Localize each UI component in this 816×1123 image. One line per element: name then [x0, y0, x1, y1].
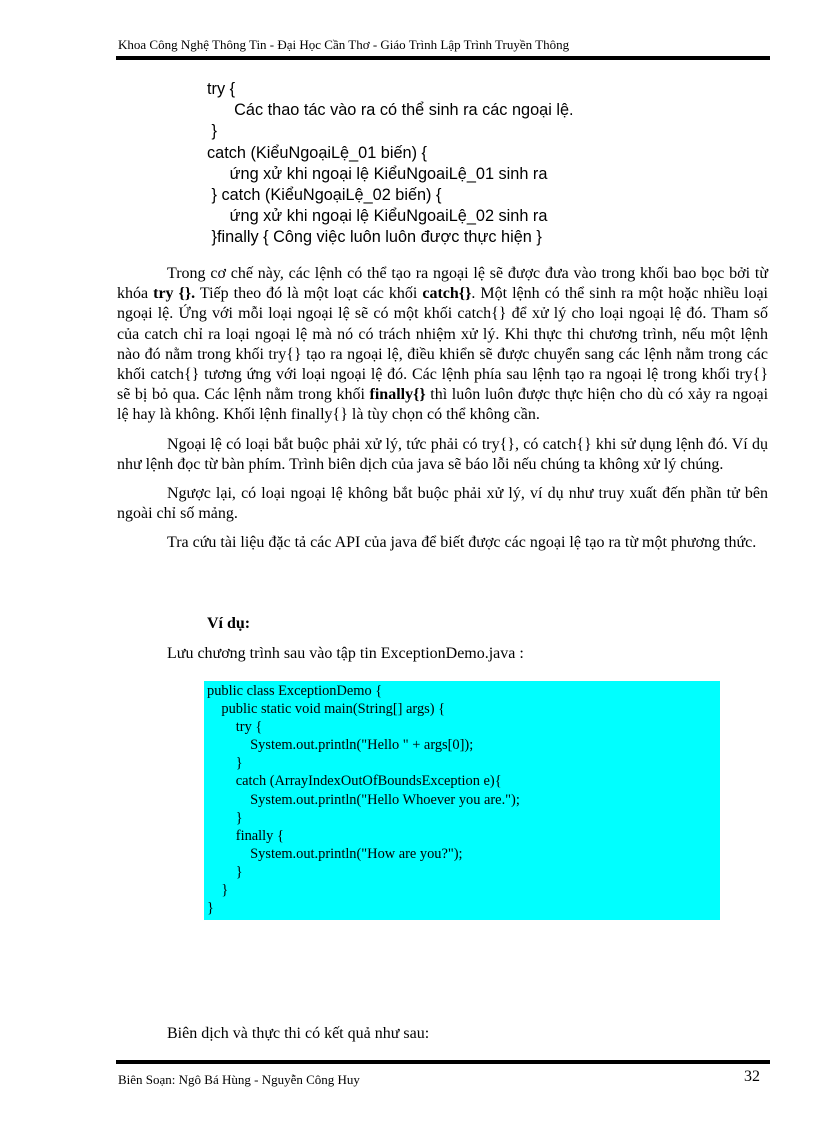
example-label: Ví dụ: [207, 615, 251, 632]
result-lead: Biên dịch và thực thi có kết quả như sau: [167, 1025, 430, 1042]
keyword-finally: finally{} [369, 386, 426, 404]
syntax-block [207, 79, 574, 249]
page-number: 32 [744, 1068, 760, 1085]
code-line: } [207, 809, 243, 826]
syntax-line: }finally { Công việc luôn luôn được thực hiện } [207, 228, 542, 247]
example-lead: Lưu chương trình sau vào tập tin ExceptionDemo.java : [167, 645, 524, 662]
keyword-catch: catch{} [422, 285, 472, 303]
syntax-line: ứng xử khi ngoại lệ KiểuNgoaiLệ_02 sinh ra [207, 207, 548, 226]
code-line: catch (ArrayIndexOutOfBoundsException e){ [207, 773, 502, 790]
syntax-line: ứng xử khi ngoại lệ KiểuNgoaiLệ_01 sinh ra [207, 164, 548, 183]
paragraph-2: Ngoại lệ có loại bắt buộc phải xử lý, tức phải có try{}, có catch{} khi sử dụng lệnh đó. Ví dụ như lệnh đọc từ bàn phím. Trình biên dịch của java sẽ báo lỗi nếu chúng ta không xử lý chúng. [117, 435, 768, 473]
code-line: } [207, 863, 243, 880]
code-line: } [207, 900, 214, 917]
code-line: System.out.println("How are you?"); [207, 845, 463, 862]
code-line: finally { [207, 827, 284, 844]
code-line: } [207, 755, 243, 772]
code-line: public static void main(String[] args) { [207, 701, 446, 718]
code-listing [204, 681, 720, 920]
syntax-line: try { [207, 80, 236, 98]
body-text [117, 264, 768, 563]
paragraph-1: Trong cơ chế này, các lệnh có thể tạo ra ngoại lệ sẽ được đưa vào trong khối bao bọc bởi từ khóa try {}. Tiếp theo đó là một loạt các khối catch{}. Một lệnh có thể sinh ra một hoặc nhiều loại ngoại lệ. Ứng với mỗi loại ngoại lệ sẽ có một khối catch{} để xử lý cho loại ngoại lệ đó. Tham số của catch chỉ ra loại ngoại lệ mà nó có trách nhiệm xử lý. Khi thực thi chương trình, nếu một lệnh nào đó nằm trong khối try{} tạo ra ngoại lệ, điều khiển sẽ được chuyển sang các lệnh nằm trong các khối catch{} tương ứng với loại ngoại lệ đó. Các lệnh phía sau lệnh tạo ra ngoại lệ trong khối try{} sẽ bị bỏ qua. Các lệnh nằm trong khối finally{} thì luôn luôn được thực hiện cho dù có xảy ra ngoại lệ hay là không. Khối lệnh finally{} là tùy chọn có thể không cần. [117, 265, 769, 424]
code-line: public class ExceptionDemo { [207, 683, 383, 699]
code-line: System.out.println("Hello Whoever you are."); [207, 791, 520, 808]
syntax-line: } catch (KiểuNgoạiLệ_02 biến) { [207, 186, 442, 205]
syntax-line: Các thao tác vào ra có thể sinh ra các ngoại lệ. [207, 101, 574, 120]
paragraph-4: Tra cứu tài liệu đặc tả các API của java để biết được các ngoại lệ tạo ra từ một phương thức. [167, 534, 757, 552]
code-line: try { [207, 719, 263, 736]
footer-rule [116, 1060, 770, 1064]
header-rule [116, 56, 770, 60]
paragraph-3: Ngược lại, có loại ngoại lệ không bắt buộc phải xử lý, ví dụ như truy xuất đến phần tử bên ngoài chỉ số mảng. [117, 485, 768, 523]
syntax-line: } [207, 122, 217, 141]
syntax-line: catch (KiểuNgoạiLệ_01 biến) { [207, 143, 427, 162]
page-header: Khoa Công Nghệ Thông Tin - Đại Học Cần Thơ - Giáo Trình Lập Trình Truyền Thông [118, 37, 570, 52]
code-line: } [207, 882, 229, 899]
footer-authors: Biên Soạn: Ngô Bá Hùng - Nguyễn Công Huy [118, 1072, 360, 1087]
keyword-try: try {}. [153, 285, 196, 303]
code-line: System.out.println("Hello " + args[0]); [207, 737, 474, 754]
